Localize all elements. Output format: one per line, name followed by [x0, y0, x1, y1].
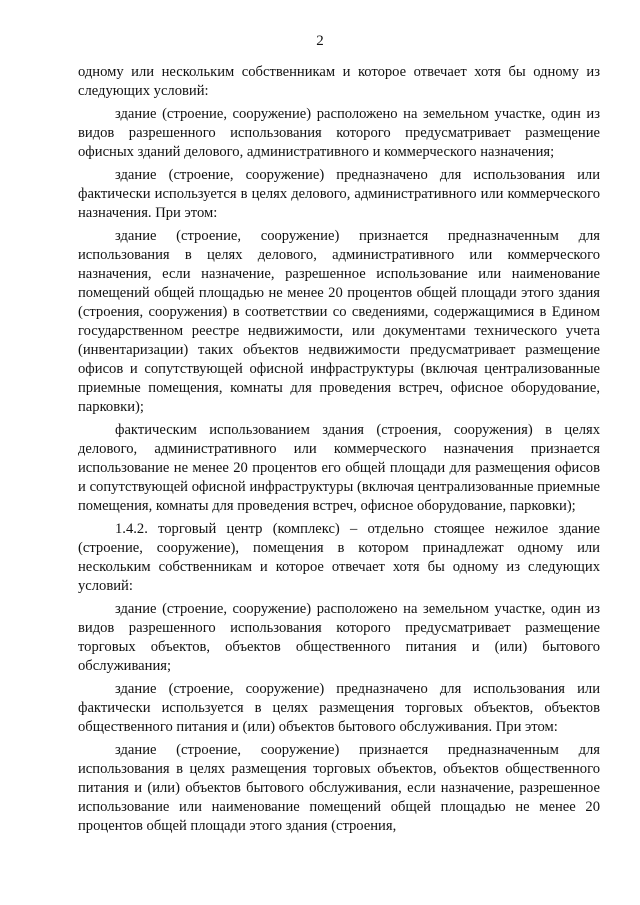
paragraph-8: здание (строение, сооружение) предназначено для использования или фактически используется в целях размещения торговых объектов, объектов общественного питания и (или) объектов бытового обслуживания. При этом: — [78, 681, 600, 735]
paragraph-7: здание (строение, сооружение) расположено на земельном участке, один из видов разрешенного использования которого предусматривает размещение торговых объектов, объектов общественного питания и (или) бытового обслуживания; — [78, 601, 600, 674]
paragraph-5: фактическим использованием здания (строения, сооружения) в целях делового, административного или коммерческого назначения признается использование не менее 20 процентов его общей площади для размещения офисов и сопутствующей офисной инфраструктуры (включая централизованные приемные помещения, комнаты для проведения встреч, офисное оборудование, парковки); — [78, 422, 600, 514]
page-number: 2 — [316, 33, 324, 49]
paragraph-4: здание (строение, сооружение) признается предназначенным для использования в целях делового, административного или коммерческого назначения, если назначение, разрешенное использование или наименование помещений общей площадью не менее 20 процентов общей площади этого здания (строения, сооружения) в соответствии со сведениями, содержащимися в Едином государственном реестре недвижимости, или документами технического учета (инвентаризации) таких объектов недвижимости предусматривает размещение офисов и сопутствующей офисной инфраструктуры (включая централизованные приемные помещения, комнаты для проведения встреч, офисное оборудование, парковки); — [78, 228, 600, 415]
paragraph-1: одному или нескольким собственникам и которое отвечает хотя бы одному из следующих условий: — [78, 64, 600, 99]
paragraph-2: здание (строение, сооружение) расположено на земельном участке, один из видов разрешенного использования которого предусматривает размещение офисных зданий делового, административного и коммерческого назначения; — [78, 106, 600, 160]
paragraph-9: здание (строение, сооружение) признается предназначенным для использования в целях размещения торговых объектов, объектов общественного питания и (или) объектов бытового обслуживания, если назначение, разрешенное использование или наименование помещений общей площадью не менее 20 процентов общей площади этого здания (строения, — [78, 742, 600, 834]
paragraph-6: 1.4.2. торговый центр (комплекс) – отдельно стоящее нежилое здание (строение, сооружение), помещения в котором принадлежат одному или нескольким собственникам и которое отвечает хотя бы одному из следующих условий: — [78, 521, 600, 594]
paragraph-3: здание (строение, сооружение) предназначено для использования или фактически используется в целях делового, административного или коммерческого назначения. При этом: — [78, 167, 600, 221]
document-body — [78, 63, 600, 840]
